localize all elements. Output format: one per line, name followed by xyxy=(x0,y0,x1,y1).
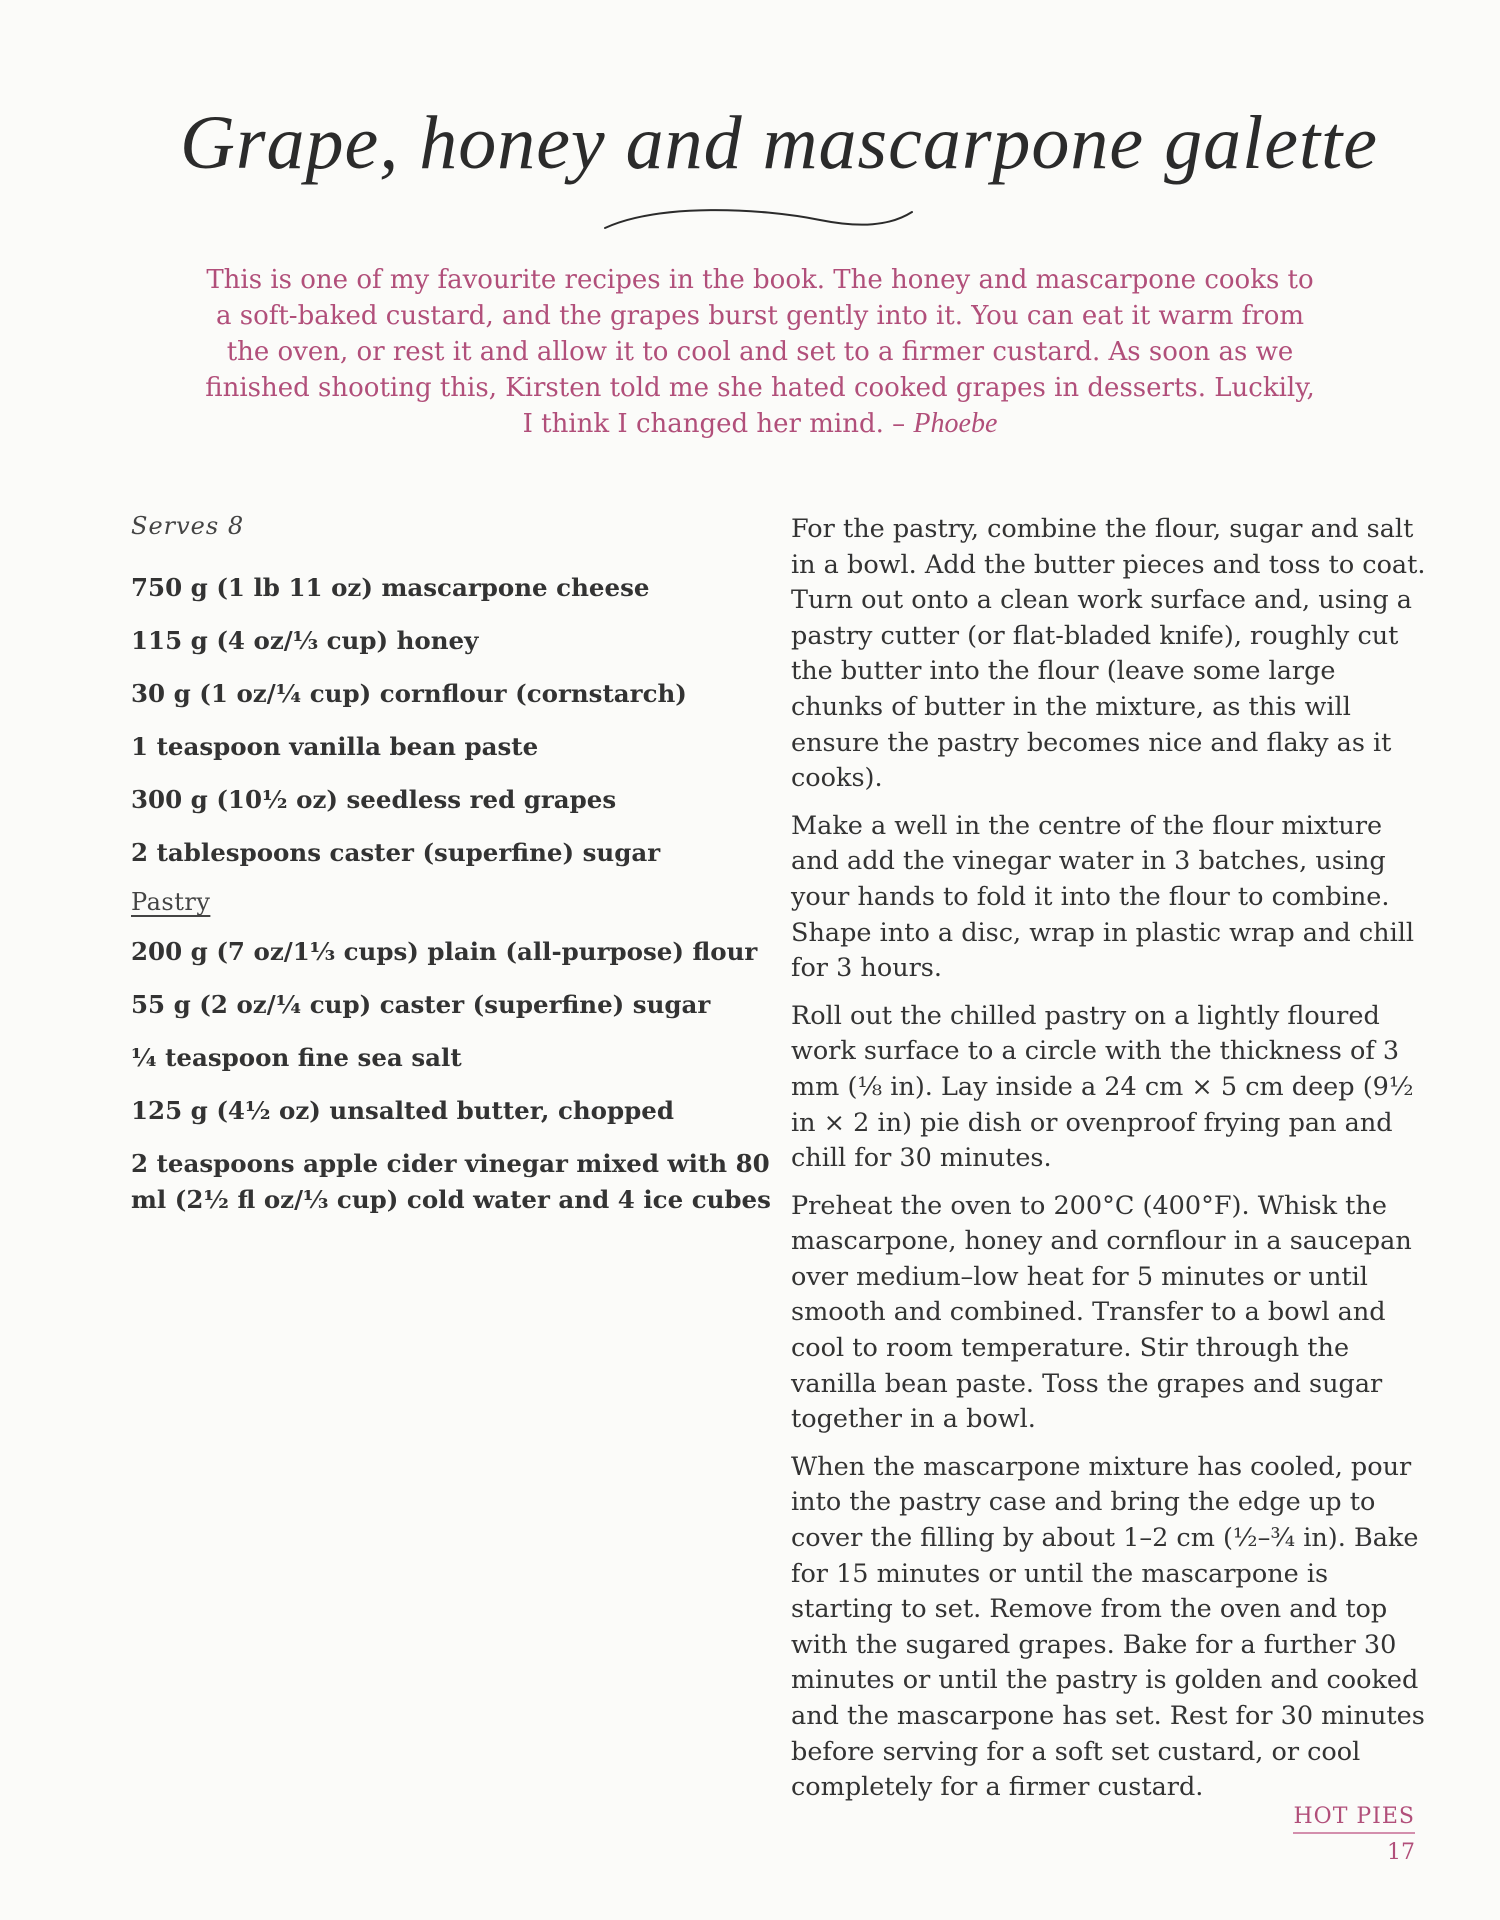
pastry-ingredient-item: ¼ teaspoon fine sea salt xyxy=(131,1043,462,1072)
pastry-ingredient-item: 55 g (2 oz/¼ cup) caster (superfine) sugar xyxy=(131,990,711,1019)
ingredient-item: 115 g (4 oz/⅓ cup) honey xyxy=(131,626,479,655)
section-name: HOT PIES xyxy=(1293,1804,1415,1834)
pastry-ingredient-item: 125 g (4½ oz) unsalted butter, chopped xyxy=(131,1096,674,1125)
intro-signature: Phoebe xyxy=(913,408,998,439)
method-step: When the mascarpone mixture has cooled, pour into the pastry case and bring the edge up to cover the filling by about 1–2 cm (½–¾ in). Bake for 15 minutes or until the mascarpone is starting to set. Remove from the oven and top with the sugared grapes. Bake for a further 30 minutes or until the pastry is golden and cooked and the mascarpone has set. Rest for 30 minutes before serving for a soft set custard, or cool completely for a firmer custard. xyxy=(791,1451,1425,1803)
ingredient-item: 750 g (1 lb 11 oz) mascarpone cheese xyxy=(131,573,650,602)
method-step: For the pastry, combine the flour, sugar and salt in a bowl. Add the butter pieces and toss to coat. Turn out onto a clean work surface and, using a pastry cutter (or flat-bladed knife), roughly cut the butter into the flour (leave some large chunks of butter in the mixture, as this will ensure the pastry becomes nice and flaky as it cooks). xyxy=(791,514,1426,794)
page-number: 17 xyxy=(1387,1840,1415,1865)
pastry-ingredient-item: 2 teaspoons apple cider vinegar mixed with 80 ml (2½ fl oz/⅓ cup) cold water and 4 ice cubes xyxy=(131,1149,771,1214)
pastry-heading: Pastry xyxy=(131,888,211,916)
title-swash-decoration xyxy=(600,198,920,238)
ingredient-item: 30 g (1 oz/¼ cup) cornflour (cornstarch) xyxy=(131,679,687,708)
page-footer xyxy=(1293,1804,1415,1865)
ingredient-item: 2 tablespoons caster (superfine) sugar xyxy=(131,838,661,867)
ingredient-item: 300 g (10½ oz) seedless red grapes xyxy=(131,785,617,814)
pastry-ingredient-item: 200 g (7 oz/1⅓ cups) plain (all-purpose) flour xyxy=(131,937,758,966)
intro-text: This is one of my favourite recipes in the book. The honey and mascarpone cooks to a soft-baked custard, and the grapes burst gently into it. You can eat it warm from the oven, or rest it and allow it to cool and set to a firmer custard. As soon as we finished shooting this, Kirsten told me she hated cooked grapes in desserts. Luckily, I think I changed her mind. – xyxy=(205,265,1315,439)
method-step: Roll out the chilled pastry on a lightly floured work surface to a circle with the thickness of 3 mm (⅛ in). Lay inside a 24 cm × 5 cm deep (9½ in × 2 in) pie dish or ovenproof frying pan and chill for 30 minutes. xyxy=(791,1000,1414,1174)
page-title: Grape, honey and mascarpone galette xyxy=(180,101,1378,185)
method-step: Make a well in the centre of the flour mixture and add the vinegar water in 3 batches, using your hands to fold it into the flour to combine. Shape into a disc, wrap in plastic wrap and chill for 3 hours. xyxy=(791,810,1415,984)
method-column xyxy=(791,512,1431,1818)
serves: Serves 8 xyxy=(131,512,245,540)
method-step: Preheat the oven to 200°C (400°F). Whisk the mascarpone, honey and cornflour in a saucepan over medium–low heat for 5 minutes or until smooth and combined. Transfer to a bowl and cool to room temperature. Stir through the vanilla bean paste. Toss the grapes and sugar together in a bowl. xyxy=(791,1190,1412,1435)
ingredient-item: 1 teaspoon vanilla bean paste xyxy=(131,732,539,761)
intro-quote xyxy=(200,262,1320,442)
title-block xyxy=(180,70,1378,230)
ingredients-column xyxy=(131,512,771,1235)
